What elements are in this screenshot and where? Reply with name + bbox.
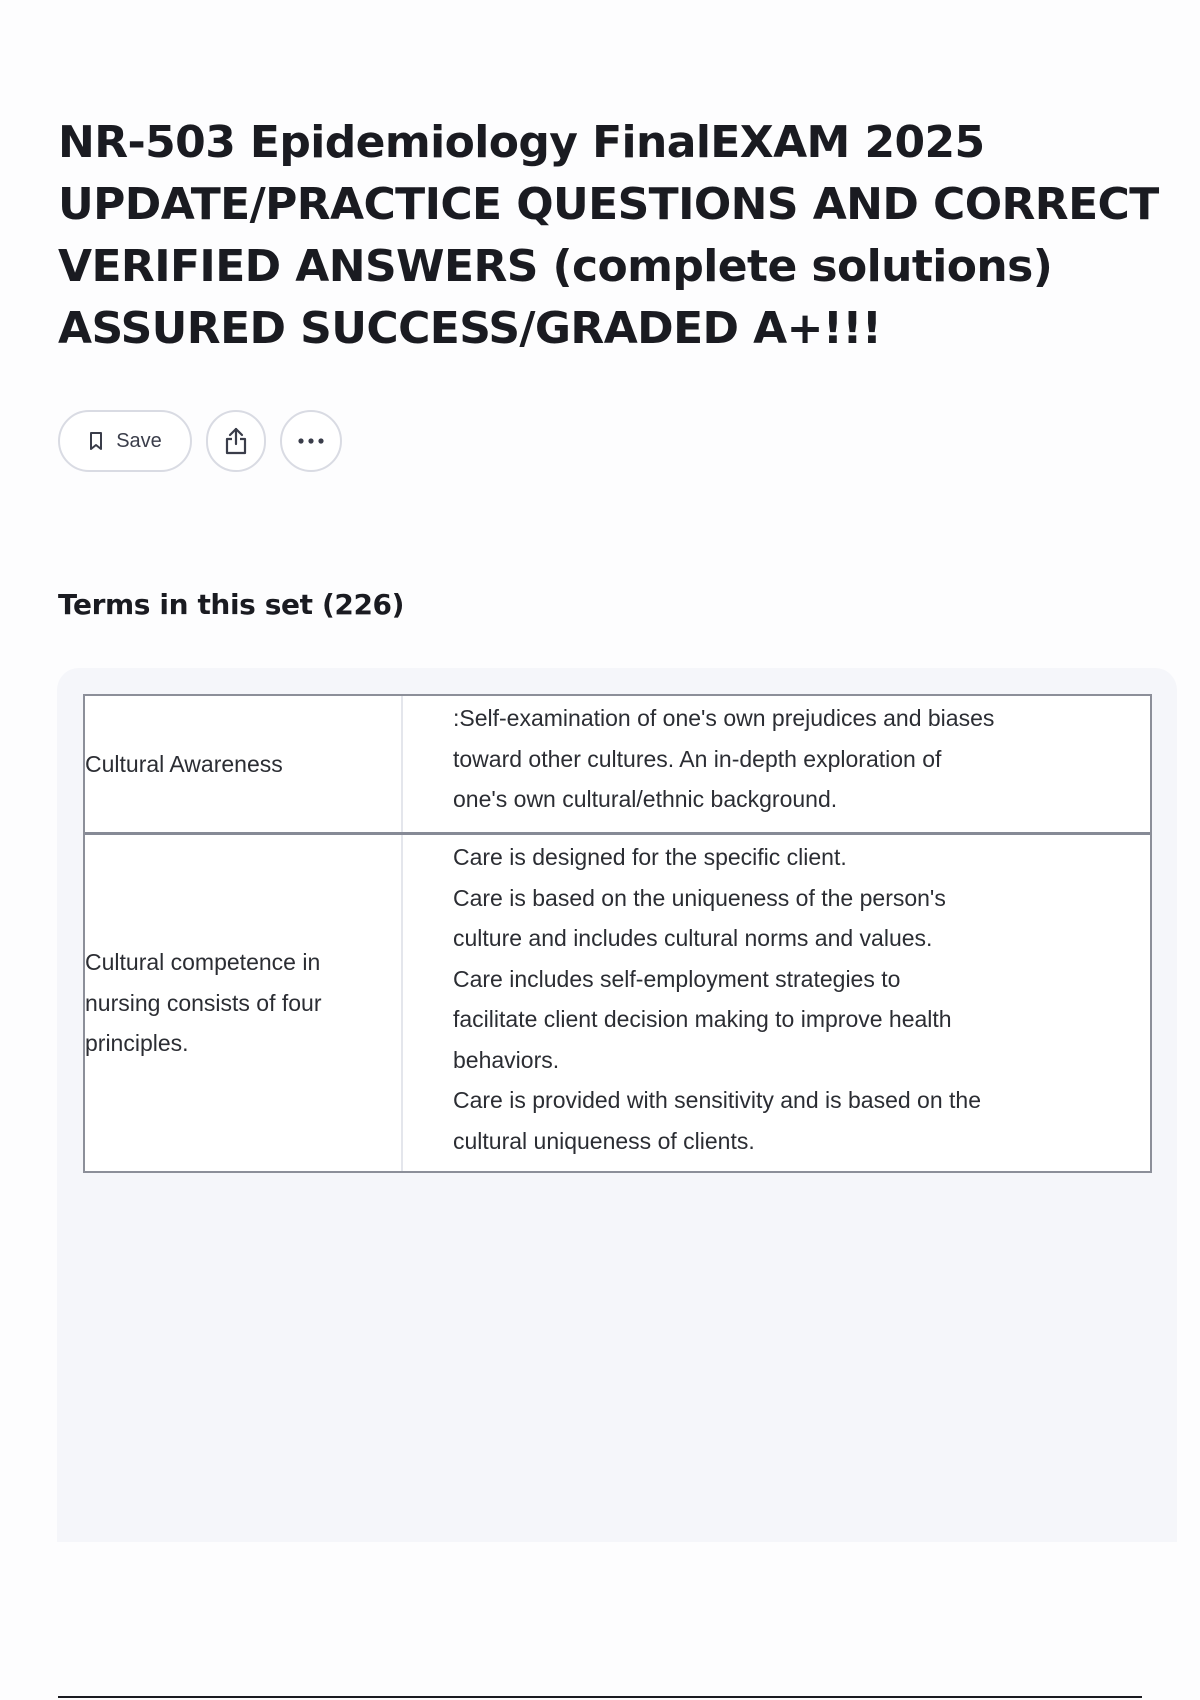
- definition-cell: [403, 835, 1150, 1171]
- more-options-button[interactable]: [280, 410, 342, 472]
- term-cell: Cultural Awareness: [85, 696, 403, 832]
- page-title: NR-503 Epidemiology FinalEXAM 2025 UPDATE/PRACTICE QUESTIONS AND CORRECT VERIFIED ANSWERS (complete solutions) ASSURED SUCCESS/GRADED A+!!!: [58, 117, 1159, 354]
- definition-line: Care is provided with sensitivity and is based on the: [453, 1087, 982, 1113]
- terms-heading: Terms in this set (226): [58, 588, 405, 621]
- definition-line: Care is based on the uniqueness of the person's: [453, 884, 946, 911]
- definition-line: facilitate client decision making to improve health: [453, 1006, 952, 1032]
- definition-line: one's own cultural/ethnic background.: [453, 786, 838, 812]
- bookmark-icon: [88, 431, 104, 451]
- definition-line: culture and includes cultural norms and values.: [453, 925, 933, 951]
- definition-line: behaviors.: [453, 1046, 560, 1073]
- definition-cell: [403, 696, 1150, 832]
- divider: [58, 1696, 1142, 1698]
- save-label: Save: [116, 429, 162, 452]
- term-cell: Cultural competence in nursing consists of four principles.: [85, 835, 403, 1171]
- share-icon: [223, 426, 249, 456]
- definition-line: toward other cultures. An in-depth exploration of: [453, 745, 942, 772]
- share-button[interactable]: [206, 410, 266, 472]
- action-bar: [58, 410, 342, 472]
- terms-table: [83, 694, 1152, 1173]
- definition-line: :Self-examination of one's own prejudices and biases: [453, 705, 995, 731]
- save-button[interactable]: [58, 410, 192, 472]
- definition-line: cultural uniqueness of clients.: [453, 1127, 755, 1154]
- term-row[interactable]: [85, 696, 1150, 835]
- definition-line: Care includes self-employment strategies to: [453, 965, 901, 992]
- term-row[interactable]: [85, 835, 1150, 1171]
- more-icon: [296, 437, 326, 445]
- definition-line: Care is designed for the specific client.: [453, 844, 847, 870]
